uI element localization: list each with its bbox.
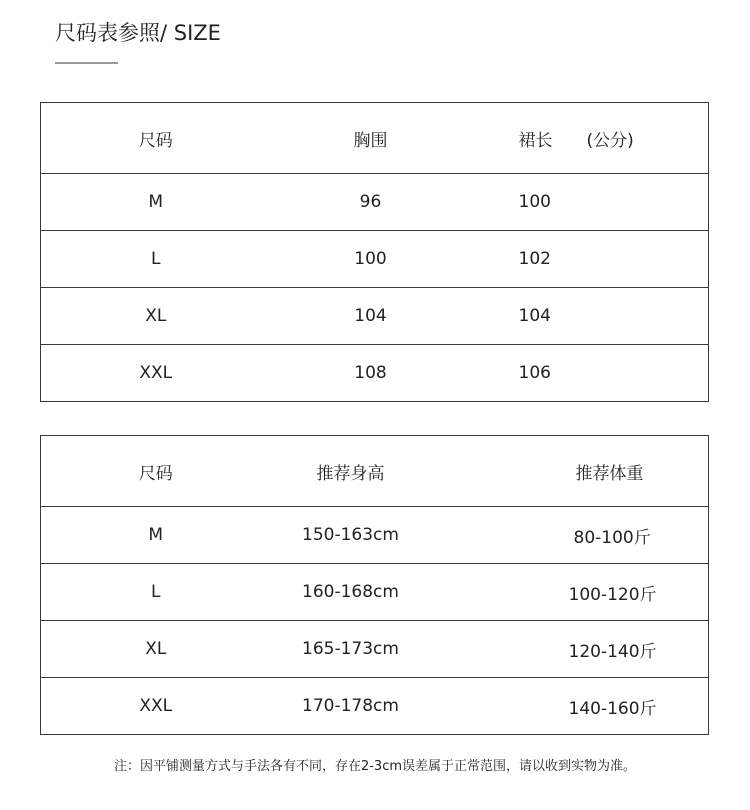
- cell-height: 165-173cm: [271, 621, 431, 678]
- table-row: [41, 174, 709, 231]
- table-row: [41, 678, 709, 735]
- size-recommendation-table: [40, 435, 709, 735]
- header-size: 尺码: [138, 130, 173, 151]
- cell-bust: 104: [271, 288, 471, 345]
- unit-label: (公分): [586, 130, 634, 151]
- title-underline: [55, 62, 118, 64]
- page-title: 尺码表参照/ SIZE: [55, 21, 221, 45]
- cell-size: M: [41, 174, 271, 231]
- cell-size: XXL: [41, 678, 271, 735]
- cell-skirt-length: 104: [471, 288, 709, 345]
- cell-weight: 120-140斤: [431, 621, 709, 678]
- cell-skirt-length: 100: [471, 174, 709, 231]
- cell-size: L: [41, 564, 271, 621]
- cell-size: L: [41, 231, 271, 288]
- table-row: [41, 345, 709, 402]
- header-bust: 胸围: [353, 130, 388, 151]
- table-row: [41, 621, 709, 678]
- header-recommended-weight: 推荐体重: [575, 463, 644, 484]
- table-row: [41, 231, 709, 288]
- cell-weight: 100-120斤: [431, 564, 709, 621]
- cell-skirt-length: 102: [471, 231, 709, 288]
- cell-weight: 80-100斤: [431, 507, 709, 564]
- cell-size: XL: [41, 288, 271, 345]
- table-header-row: [41, 436, 709, 507]
- table-row: [41, 564, 709, 621]
- cell-height: 150-163cm: [271, 507, 431, 564]
- table-row: [41, 288, 709, 345]
- cell-size: M: [41, 507, 271, 564]
- cell-bust: 100: [271, 231, 471, 288]
- cell-bust: 96: [271, 174, 471, 231]
- header-recommended-height: 推荐身高: [316, 463, 385, 484]
- cell-skirt-length: 106: [471, 345, 709, 402]
- cell-weight: 140-160斤: [431, 678, 709, 735]
- cell-height: 170-178cm: [271, 678, 431, 735]
- header-skirt-length: 裙长 (公分): [471, 103, 709, 174]
- cell-bust: 108: [271, 345, 471, 402]
- table-header-row: [41, 103, 709, 174]
- cell-size: XL: [41, 621, 271, 678]
- cell-size: XXL: [41, 345, 271, 402]
- cell-height: 160-168cm: [271, 564, 431, 621]
- table-row: [41, 507, 709, 564]
- header-size: 尺码: [138, 463, 173, 484]
- size-measurement-table: [40, 102, 709, 402]
- measurement-note: 注：因平铺测量方式与手法各有不同，存在2-3cm误差属于正常范围，请以收到实物为准。: [113, 759, 637, 774]
